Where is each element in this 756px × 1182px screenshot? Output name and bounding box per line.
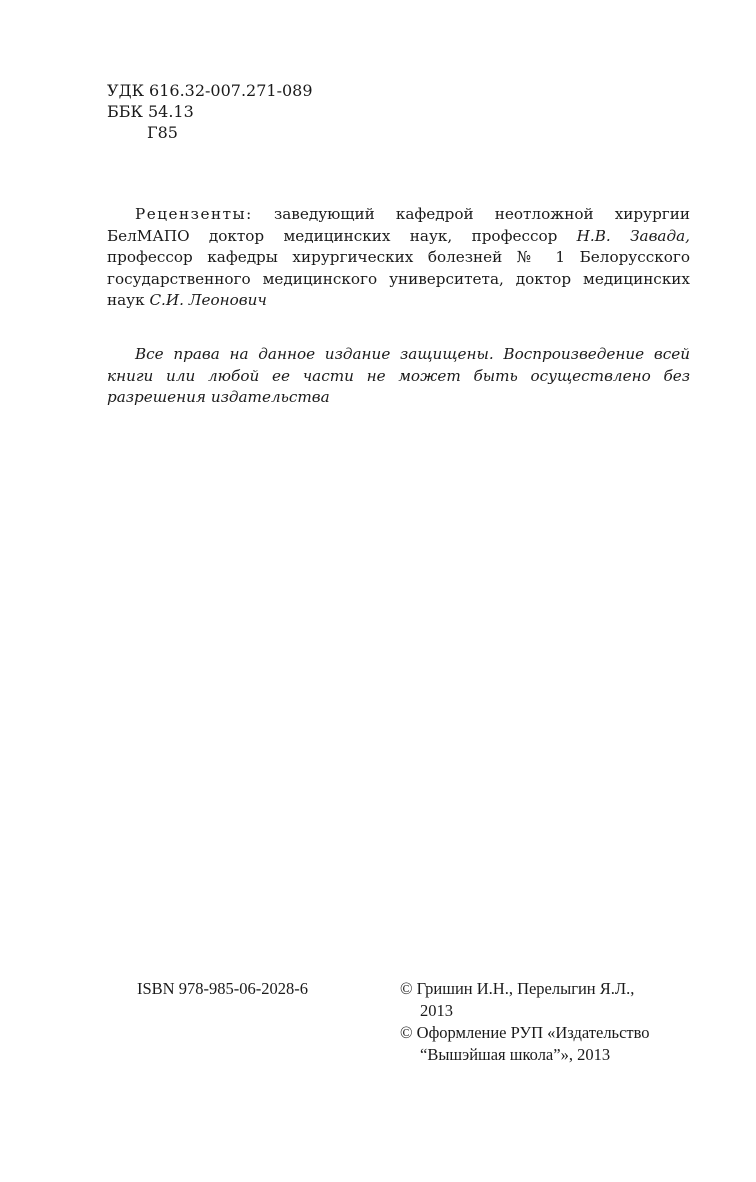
reviewer-2-description: профессор кафедры хирургических болезней № 1 Белорусского государственного медицинского университета, доктор медицинских наук [107, 248, 690, 309]
reviewer-1-description: заведующий кафедрой неотложной хирургии БелМАПО доктор медицинских наук, профессор [107, 205, 691, 245]
reviewers-paragraph [107, 204, 690, 312]
author-mark: Г85 [147, 123, 178, 142]
reviewer-2-name: С.И. Леонович [149, 291, 267, 309]
copyright-design [400, 1022, 692, 1066]
classification-block [107, 80, 313, 143]
copyright-authors-line1: © Гришин И.Н., Перелыгин Я.Л., [400, 979, 635, 998]
rights-notice: Все права на данное издание защищены. Воспроизведение всей книги или любой ее части не может быть осуществлено без разрешения издательства [107, 345, 690, 406]
copyright-design-line2: “Вышэйшая школа”», 2013 [420, 1045, 611, 1064]
copyright-block [400, 978, 692, 1066]
udk-code: УДК 616.32-007.271-089 [107, 81, 313, 100]
isbn-number: ISBN 978-985-06-2028-6 [137, 979, 308, 998]
reviewer-1-name: Н.В. Завада, [576, 226, 690, 245]
copyright-authors [400, 978, 692, 1022]
reviewers-label: Рецензенты: [135, 205, 253, 223]
copyright-design-line1: © Оформление РУП «Издательство [400, 1023, 650, 1042]
bbk-code: ББК 54.13 [107, 102, 194, 121]
copyright-authors-year: 2013 [420, 1001, 453, 1020]
